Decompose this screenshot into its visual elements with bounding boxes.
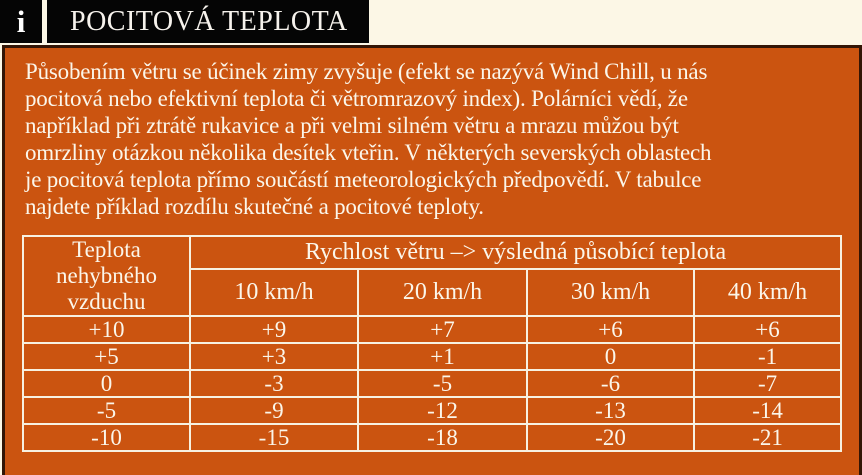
cell-value: -18 xyxy=(358,424,527,451)
cell-value: -1 xyxy=(694,343,841,370)
cell-air-temp: +10 xyxy=(23,316,190,343)
cell-value: -14 xyxy=(694,397,841,424)
cell-value: +6 xyxy=(527,316,694,343)
cell-value: +7 xyxy=(358,316,527,343)
col-header-wind-speed-group: Rychlost větru –> výsledná působící teplota xyxy=(190,236,841,269)
content-panel xyxy=(2,45,862,475)
cell-value: -12 xyxy=(358,397,527,424)
intro-line: například při ztrátě rukavice a při velmi silném větru a mrazu můžou být xyxy=(25,113,679,138)
cell-value: +3 xyxy=(190,343,358,370)
cell-value: -21 xyxy=(694,424,841,451)
cell-value: -7 xyxy=(694,370,841,397)
page-title xyxy=(47,0,369,43)
cell-value: +9 xyxy=(190,316,358,343)
cell-air-temp: -5 xyxy=(23,397,190,424)
cell-value: -5 xyxy=(358,370,527,397)
cell-value: -15 xyxy=(190,424,358,451)
cell-value: -9 xyxy=(190,397,358,424)
cell-value: +1 xyxy=(358,343,527,370)
cell-value: -6 xyxy=(527,370,694,397)
cell-value: -3 xyxy=(190,370,358,397)
page-title-text: POCITOVÁ TEPLOTA xyxy=(70,5,348,37)
cell-value: -20 xyxy=(527,424,694,451)
table-row xyxy=(23,316,841,343)
intro-line: je pocitová teplota přímo součástí meteorologických předpovědí. V tabulce xyxy=(25,167,702,192)
info-icon xyxy=(0,0,42,43)
col-header-20kmh: 20 km/h xyxy=(358,269,527,316)
intro-line: omrzliny otázkou několika desítek vteřin. V některých severských oblastech xyxy=(25,140,712,165)
cell-value: -13 xyxy=(527,397,694,424)
table-row xyxy=(23,397,841,424)
cell-air-temp: +5 xyxy=(23,343,190,370)
cell-air-temp: 0 xyxy=(23,370,190,397)
intro-line: pocitová nebo efektivní teplota či větromrazový index). Polárníci vědí, že xyxy=(25,86,688,111)
table-header-row-1 xyxy=(23,236,841,269)
table-row xyxy=(23,343,841,370)
wind-chill-table xyxy=(22,235,842,452)
info-icon-glyph: i xyxy=(16,3,26,39)
col-header-30kmh: 30 km/h xyxy=(527,269,694,316)
table-row xyxy=(23,424,841,451)
intro-paragraph xyxy=(25,58,859,220)
header xyxy=(0,0,369,43)
cell-value: 0 xyxy=(527,343,694,370)
intro-line: Působením větru se účinek zimy zvyšuje (efekt se nazývá Wind Chill, u nás xyxy=(25,59,708,84)
intro-line: najdete příklad rozdílu skutečné a pocitové teploty. xyxy=(25,194,484,219)
col-header-air-temp: Teplota nehybného vzduchu xyxy=(23,236,190,316)
cell-value: +6 xyxy=(694,316,841,343)
table-row xyxy=(23,370,841,397)
cell-air-temp: -10 xyxy=(23,424,190,451)
col-header-10kmh: 10 km/h xyxy=(190,269,358,316)
col-header-40kmh: 40 km/h xyxy=(694,269,841,316)
